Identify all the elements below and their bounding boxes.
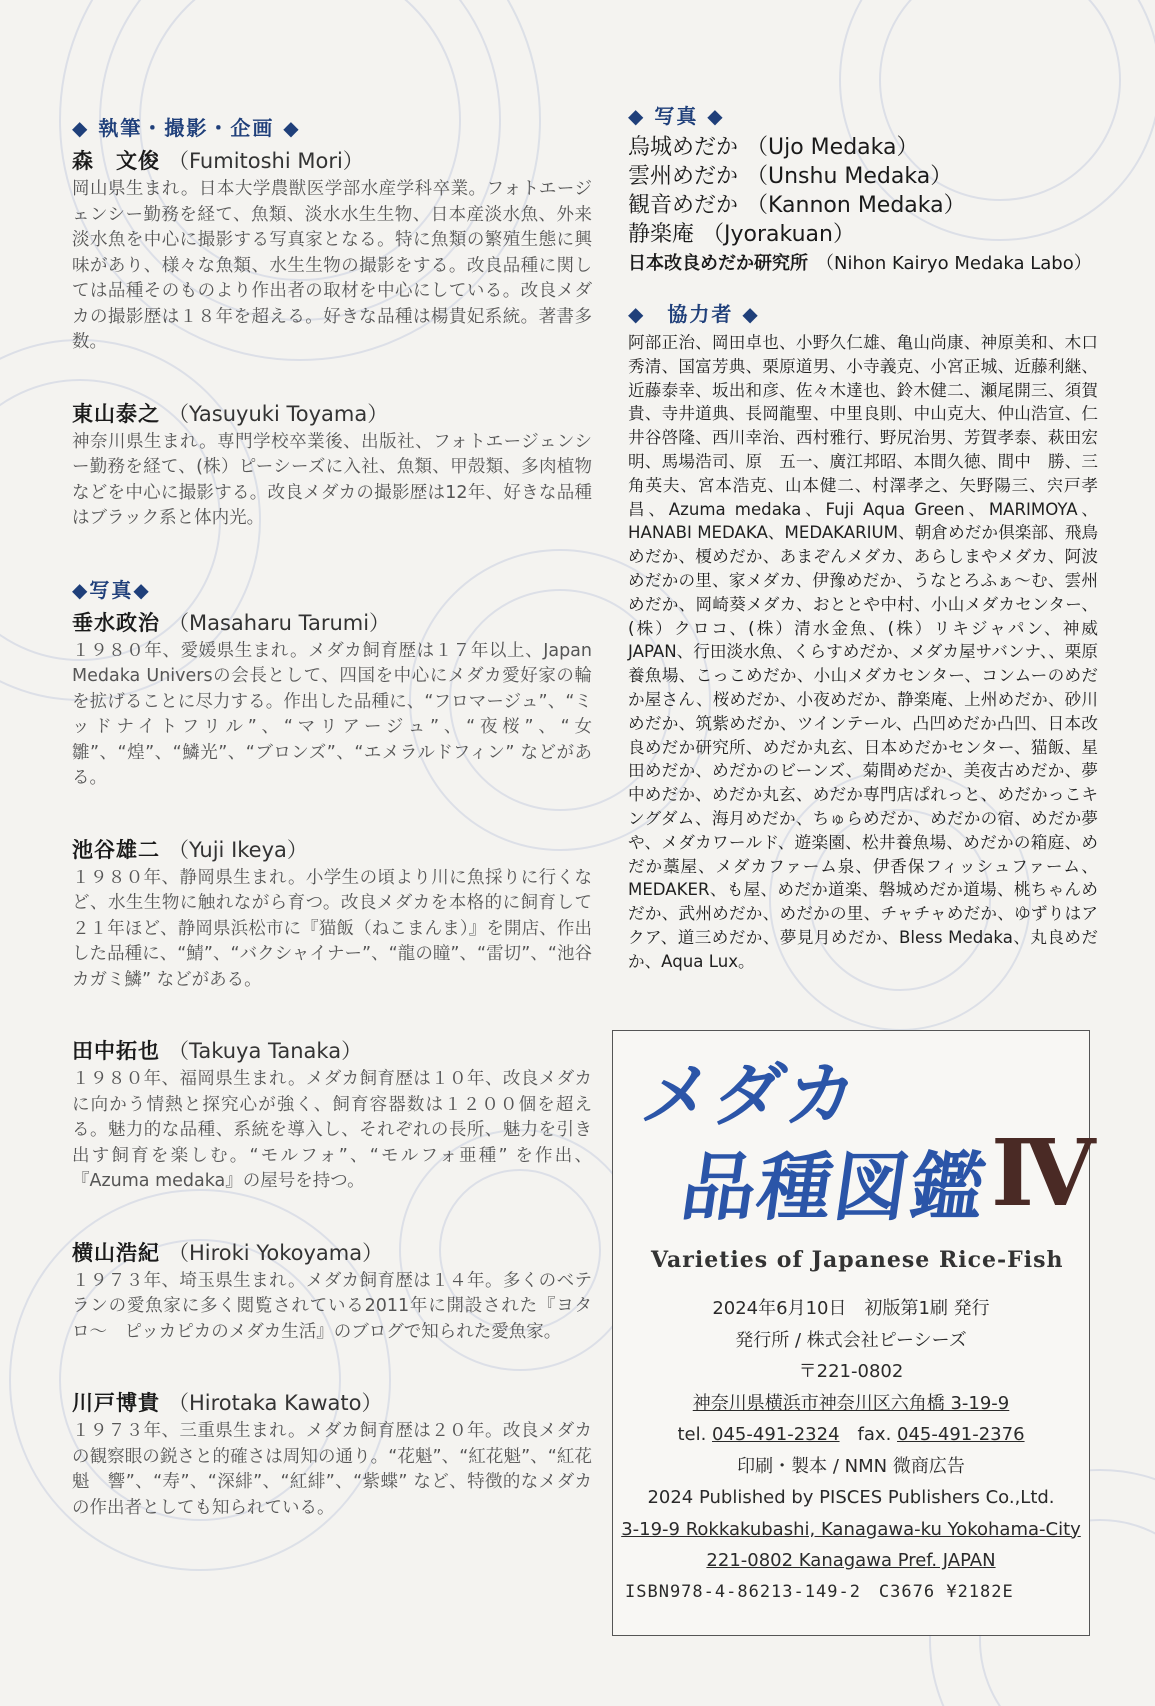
- english-publisher: 2024 Published by PISCES Publishers Co.,Ltd.: [647, 1487, 1055, 1508]
- photographer-name: 横山浩紀 （Hiroki Yokoyama）: [72, 1240, 384, 1265]
- photographer-name: 垂水政治 （Masaharu Tarumi）: [72, 610, 391, 635]
- phone-fax-line: tel. 045-491-2324 fax. 045-491-2376: [677, 1424, 1025, 1445]
- photographer-name: 川戸博貴 （Hirotaka Kawato）: [72, 1391, 383, 1415]
- photographer-name: 田中拓也 （Takuya Tanaka）: [72, 1039, 363, 1063]
- left-column: [72, 112, 592, 1563]
- right-column: [628, 100, 1115, 974]
- photo-credit-item: 観音めだか （Kannon Medaka）: [628, 193, 966, 218]
- book-subtitle: Varieties of Japanese Rice-Fish: [651, 1247, 1064, 1273]
- author-bio: 神奈川県生まれ。専門学校卒業後、出版社、フォトエージェンシー勤務を経て、(株）ピーシーズに入社、魚類、甲殻類、多肉植物などを中心に撮影する。改良メダカの撮影歴は12年、好きな品種はブラック系と体内光。: [72, 431, 592, 528]
- photo-credit-list: [628, 133, 1098, 278]
- address: 神奈川県横浜市神奈川区六角橋 3-19-9: [692, 1392, 1010, 1414]
- photographer-bio: １９８０年、静岡県生まれ。小学生の頃より川に魚採りに行くなど、水生生物に触れながら育つ。改良メダカを本格的に飼育して２１年ほど、静岡県浜松市に『猫飯（ねこまんま）』を開店、作出した品種に、“鯖”、“バクシャイナー”、“龍の瞳”、“雷切”、“池谷カガミ鱗” などがある。: [72, 867, 592, 990]
- photo-credit-item: 烏城めだか （Ujo Medaka）: [628, 135, 919, 160]
- author-entry: [72, 145, 592, 356]
- author-bio: 岡山県生まれ。日本大学農獣医学部水産学科卒業。フォトエージェンシー勤務を経て、魚類、淡水水生生物、日本産淡水魚、外来淡水魚を中心に撮影する写真家となる。特に魚類の繁殖生態に興味があり、様々な魚類、水生生物の撮影をする。改良品種に関しては品種そのものより作出者の取材を中心にしている。改良メダカの撮影歴は１８年を超える。好きな品種は楊貴妃系統。著書多数。: [72, 179, 592, 352]
- author-entry: [72, 398, 592, 532]
- photo-credit-item: 静楽庵 （Jyorakuan）: [628, 222, 855, 247]
- photographer-bio: １９８０年、福岡県生まれ。メダカ飼育歴は１０年、改良メダカに向かう情熱と探究心が強く、飼育容器数は１２００個を超える。魅力的な品種、系統を導入し、それぞれの長所、魅力を引き出す飼育を楽しむ。“モルフォ”、“モルフォ亜種” を作出、『Azuma medaka』の屋号を持つ。: [72, 1069, 592, 1191]
- author-name: 森 文俊 （Fumitoshi Mori）: [72, 149, 364, 173]
- contributors-list: 阿部正治、岡田卓也、小野久仁雄、亀山尚康、神原美和、木口秀清、国富芳典、栗原道男、小寺義克、小宮正城、近藤利継、近藤泰幸、坂出和彦、佐々木達也、鈴木健二、瀬尾開三、須賀 貴、寺井道典、長岡龍聖、中里良則、中山克大、仲山浩宣、仁井谷啓隆、西川幸治、西村雅行、野尻治男、芳賀孝泰、萩田宏明、馬場浩司、原 五一、廣江邦昭、本間久徳、間中 勝、三角英夫、宮本浩克、山本健二、村澤孝之、矢野陽三、宍戸孝昌、Azuma medaka、Fuji Aqua Green、MARIMOYA、HANABI MEDAKA、MEDAKARIUM、朝倉めだか倶楽部、飛鳥めだか、榎めだか、あまぞんメダカ、あらしまやメダカ、阿波めだかの里、家メダカ、伊豫めだか、うなとろふぁ〜む、雲州めだか、岡崎葵メダカ、おととや中村、小山メダカセンター、(株）クロコ、(株）清水金魚、(株）リキジャパン、神威JAPAN、行田淡水魚、くらすめだか、メダカ屋サバンナ、、栗原養魚場、こっこめだか、小山メダカセンター、コンムーのめだか屋さん、桜めだか、小夜めだか、静楽庵、上州めだか、砂川めだか、筑紫めだか、ツインテール、凸凹めだか凸凹、日本改良めだか研究所、めだか丸玄、日本めだかセンター、猫飯、星田めだか、めだかのビーンズ、菊間めだか、美夜古めだか、夢中めだか、めだか丸玄、めだか専門店ぱれっと、めだかっこキングダム、海月めだか、ちゅらめだか、めだかの宿、めだか夢や、メダカワールド、遊楽園、松井養魚場、めだかの箱庭、めだか藁屋、メダカファーム泉、伊香保フィッシュファーム、MEDAKER、も屋、めだか道楽、磐城めだか道場、桃ちゃんめだか、武州めだか、めだかの里、チャチャめだか、ゆずりはアクア、道三めだか、夢見月めだか、Bless Medaka、丸良めだか、Aqua Lux。: [628, 333, 1115, 971]
- english-address-2: 221-0802 Kanagawa Pref. JAPAN: [706, 1550, 996, 1571]
- photographer-entry: [72, 1035, 592, 1195]
- publish-date: 2024年6月10日 初版第1刷 発行: [712, 1298, 990, 1319]
- postal-code: 〒221-0802: [798, 1361, 904, 1382]
- photographer-entry: [72, 834, 592, 994]
- photographer-bio: １９７３年、埼玉県生まれ。メダカ飼育歴は１４年。多くのベテランの愛魚家に多く閲覧されている2011年に開設された『ヨタロ〜 ピッカピカのメダカ生活』のブログで知られた愛魚家。: [72, 1270, 592, 1342]
- section-heading-authors: ◆ 執筆・撮影・企画 ◆: [72, 116, 301, 140]
- photographer-entry: [72, 607, 592, 792]
- photographer-bio: １９８０年、愛媛県生まれ。メダカ飼育歴は１７年以上、Japan Medaka Universの会長として、四国を中心にメダカ愛好家の輪を拡げることに尽力する。作出した品種に、“フロマージュ”、“ミッドナイトフリル”、“マリアージュ”、“夜桜”、“女雛”、“煌”、“鱗光”、“ブロンズ”、“エメラルドフィン” などがある。: [72, 640, 592, 788]
- book-title-logo-line2: 品種図鑑: [676, 1145, 993, 1231]
- publisher: 発行所 / 株式会社ピーシーズ: [735, 1329, 967, 1351]
- english-address-1: 3-19-9 Rokkakubashi, Kanagawa-ku Yokohama-City: [621, 1518, 1081, 1540]
- photographer-name: 池谷雄二 （Yuji Ikeya）: [72, 837, 308, 862]
- photographer-entry: [72, 1387, 592, 1521]
- colophon-box: [612, 1030, 1096, 1636]
- publication-info: [613, 1293, 1089, 1577]
- author-name: 東山泰之 （Yasuyuki Toyama）: [72, 401, 389, 426]
- book-title-logo: メダカ: [636, 1054, 864, 1136]
- printer: 印刷・製本 / NMN 微商広告: [737, 1455, 965, 1477]
- photographer-bio: １９７３年、三重県生まれ。メダカ飼育歴は２０年。改良メダカの観察眼の鋭さと的確さは周知の通り。“花魁”、“紅花魁”、“紅花魁 響”、“寿”、“深緋”、“紅緋”、“紫蝶” など、特徴的なメダカの作出者としても知られている。: [72, 1421, 592, 1518]
- photo-credit-item: 雲州めだか （Unshu Medaka）: [628, 164, 953, 189]
- section-heading-photographers: ◆写真◆: [72, 577, 151, 602]
- volume-numeral: Ⅳ: [991, 1119, 1096, 1227]
- isbn-code: ISBN978-4-86213-149-2 C3676 ¥2182E: [625, 1582, 1014, 1602]
- photo-credit-item: 日本改良めだか研究所 （Nihon Kairyo Medaka Labo）: [628, 253, 1092, 274]
- section-heading-photo-credits: ◆ 写真 ◆: [628, 104, 725, 128]
- section-heading-contributors: ◆ 協力者 ◆: [628, 302, 760, 326]
- photographer-entry: [72, 1237, 592, 1346]
